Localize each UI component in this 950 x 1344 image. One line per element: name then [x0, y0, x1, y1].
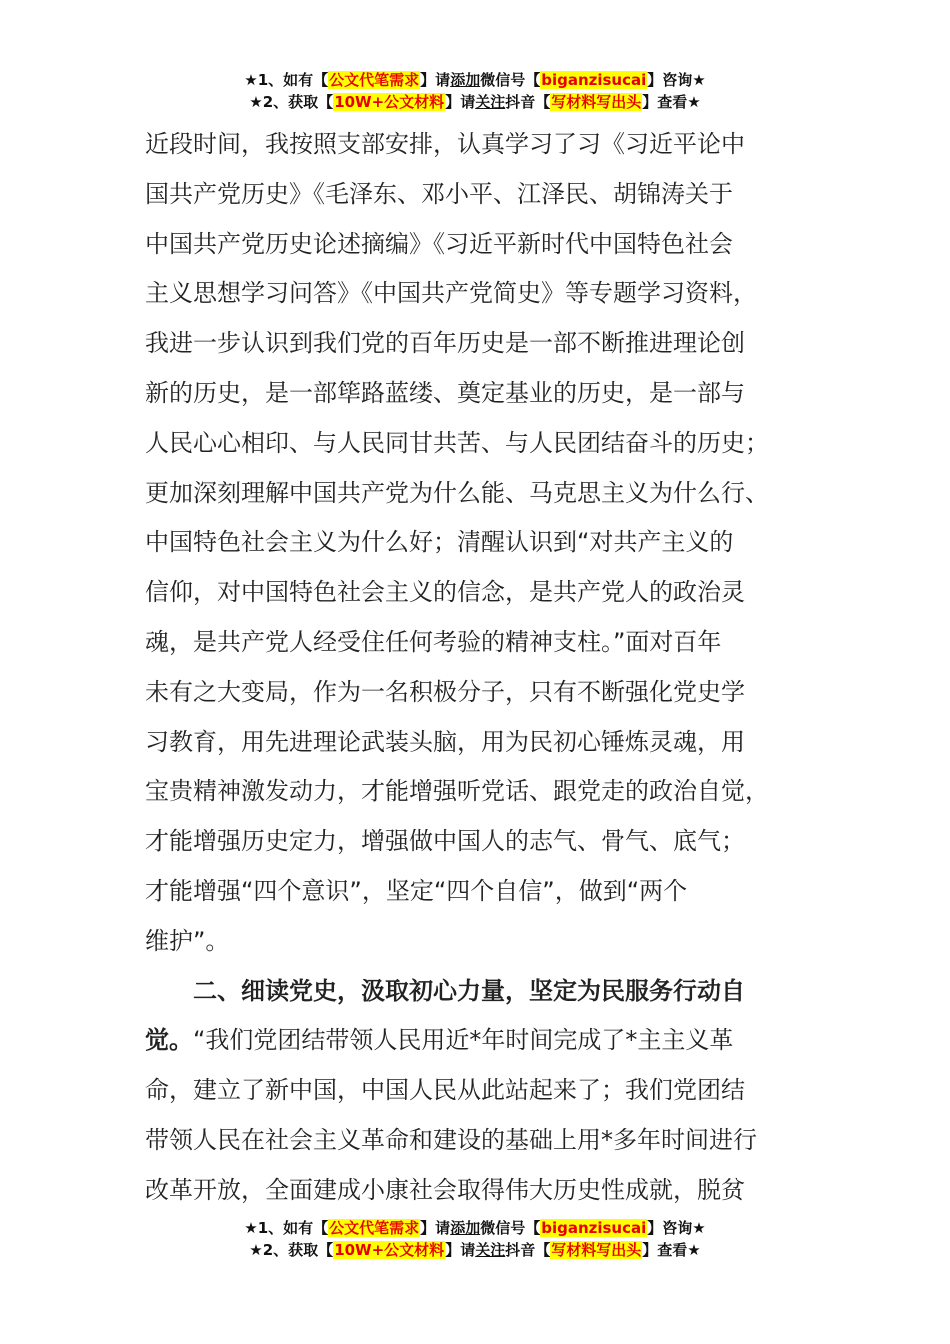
section-heading: 二、细读党史，汲取初心力量，坚定为民服务行动自	[193, 976, 745, 1005]
header-banner	[0, 69, 950, 113]
highlight-ghostwriting: 公文代笔需求	[329, 71, 420, 89]
body-line: 宝贵精神激发动力，才能增强听党话、跟党走的政治自觉，	[145, 777, 769, 806]
body-line: 中国共产党历史论述摘编》《习近平新时代中国特色社会	[145, 229, 733, 258]
body-line: 带领人民在社会主义革命和建设的基础上用*多年时间进行	[145, 1125, 757, 1154]
banner-text: ★1、如有【	[244, 71, 329, 89]
banner-text: ★1、如有【	[244, 1219, 329, 1237]
banner-text: 】查看★	[642, 93, 701, 111]
body-line: 更加深刻理解中国共产党为什么能、马克思主义为什么行、	[145, 478, 769, 507]
banner-text: ★2、获取【	[249, 1241, 334, 1259]
banner-text: 抖音【	[505, 1241, 551, 1259]
highlight-wechat-id: biganzisucai	[541, 1219, 647, 1237]
banner-text: 微信号【	[480, 71, 541, 89]
underlined-add: 添加	[450, 1219, 481, 1237]
banner-text: 】请	[420, 71, 451, 89]
body-line: 改革开放，全面建成小康社会取得伟大历史性成就，脱贫	[145, 1175, 745, 1204]
footer-banner	[0, 1217, 950, 1261]
body-line: 才能增强“四个意识”，坚定“四个自信”，做到“两个	[145, 876, 688, 905]
body-line: 近段时间，我按照支部安排，认真学习了习《习近平论中	[145, 130, 745, 158]
banner-text: 微信号【	[480, 1219, 541, 1237]
banner-text: 】请	[445, 1241, 476, 1259]
body-line: 魂，是共产党人经受住任何考验的精神支柱。”面对百年	[145, 627, 722, 656]
highlight-materials: 10W+公文材料	[334, 1241, 445, 1259]
highlight-ghostwriting: 公文代笔需求	[329, 1219, 420, 1237]
underlined-add: 添加	[450, 71, 481, 89]
body-line: 中国特色社会主义为什么好；清醒认识到“对共产主义的	[145, 528, 734, 557]
body-line: 主义思想学习问答》《中国共产党简史》等专题学习资料，	[145, 279, 757, 308]
banner-text: ★2、获取【	[249, 93, 334, 111]
section-heading-continuation	[145, 1016, 810, 1066]
body-line: 人民心心相印、与人民同甘共苦、与人民团结奋斗的历史；	[145, 428, 769, 457]
body-line: 国共产党历史》《毛泽东、邓小平、江泽民、胡锦涛关于	[145, 179, 733, 208]
banner-text: 】请	[445, 93, 476, 111]
highlight-materials: 10W+公文材料	[334, 93, 445, 111]
banner-text: 】咨询★	[647, 1219, 706, 1237]
underlined-follow: 关注	[475, 93, 506, 111]
body-line: 维护”。	[145, 926, 230, 955]
body-line: 新的历史，是一部筚路蓝缕、奠定基业的历史，是一部与	[145, 378, 745, 407]
body-line: 我进一步认识到我们党的百年历史是一部不断推进理论创	[145, 329, 745, 358]
highlight-wechat-id: biganzisucai	[541, 71, 647, 89]
highlight-douyin-account: 写材料写出头	[551, 1241, 642, 1259]
body-line: 信仰，对中国特色社会主义的信念，是共产党人的政治灵	[145, 578, 745, 607]
banner-line-1	[0, 1217, 950, 1239]
banner-line-2	[0, 1239, 950, 1261]
quote-start: “我们党团结带领人民用近*年时间完成了*主主义革	[193, 1026, 734, 1055]
body-line: 习教育，用先进理论武装头脑，用为民初心锤炼灵魂，用	[145, 727, 745, 756]
underlined-follow: 关注	[475, 1241, 506, 1259]
section-heading-end: 觉。	[145, 1026, 193, 1055]
banner-line-2	[0, 91, 950, 113]
banner-text: 】请	[420, 1219, 451, 1237]
body-line: 未有之大变局，作为一名积极分子，只有不断强化党史学	[145, 677, 745, 706]
banner-line-1	[0, 69, 950, 91]
document-body	[145, 120, 810, 1216]
banner-text: 】查看★	[642, 1241, 701, 1259]
banner-text: 】咨询★	[647, 71, 706, 89]
banner-text: 抖音【	[505, 93, 551, 111]
highlight-douyin-account: 写材料写出头	[551, 93, 642, 111]
body-line: 命，建立了新中国，中国人民从此站起来了；我们党团结	[145, 1076, 745, 1105]
body-line: 才能增强历史定力，增强做中国人的志气、骨气、底气；	[145, 827, 745, 856]
